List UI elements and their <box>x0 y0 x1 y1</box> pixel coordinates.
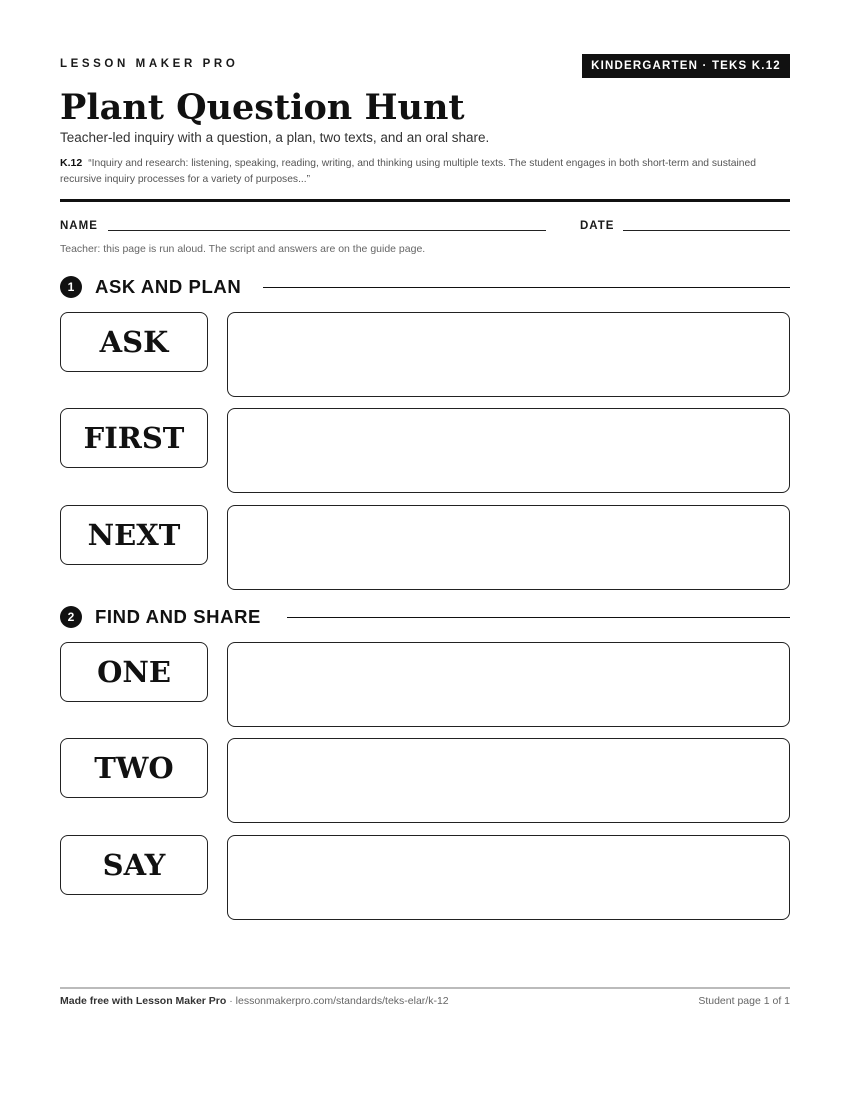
name-label: NAME <box>60 220 98 232</box>
row-label-next: NEXT <box>60 505 208 565</box>
row-label-first: FIRST <box>60 408 208 468</box>
section-number-badge: 1 <box>60 276 82 298</box>
name-line[interactable] <box>108 230 546 231</box>
section-title: ASK AND PLAN <box>95 276 242 297</box>
row-label-one: ONE <box>60 642 208 702</box>
page-title: Plant Question Hunt <box>60 87 465 128</box>
answer-box-say[interactable] <box>227 835 790 920</box>
section-number-badge: 2 <box>60 606 82 628</box>
section-rule <box>263 287 790 288</box>
footer-divider <box>60 987 790 989</box>
section-title: FIND AND SHARE <box>95 606 261 627</box>
date-label: DATE <box>580 220 615 232</box>
standard-code: K.12 <box>60 157 83 169</box>
section-header-ask-and-plan <box>60 274 790 300</box>
grade-standard-badge: KINDERGARTEN · TEKS K.12 <box>582 54 790 78</box>
footer-page-number: Student page 1 of 1 <box>698 995 790 1007</box>
footer-credit <box>60 995 449 1007</box>
row-label-say: SAY <box>60 835 208 895</box>
answer-box-one[interactable] <box>227 642 790 727</box>
answer-box-first[interactable] <box>227 408 790 493</box>
header-divider <box>60 199 790 202</box>
row-label-ask: ASK <box>60 312 208 372</box>
footer-url: · lessonmakerpro.com/standards/teks-elar/k-12 <box>226 995 449 1007</box>
answer-box-two[interactable] <box>227 738 790 823</box>
footer-made-with: Made free with Lesson Maker Pro <box>60 995 227 1007</box>
standard-description <box>60 156 790 187</box>
row-label-two: TWO <box>60 738 208 798</box>
standard-text: “Inquiry and research: listening, speaking, reading, writing, and thinking using multiple texts. The student engages in both short-term and sustained recursive inquiry processes for a variety of purposes...” <box>60 158 756 185</box>
page-subtitle: Teacher-led inquiry with a question, a plan, two texts, and an oral share. <box>60 130 490 145</box>
brand-name: LESSON MAKER PRO <box>60 58 239 70</box>
teacher-note: Teacher: this page is run aloud. The script and answers are on the guide page. <box>60 243 426 255</box>
section-header-find-and-share <box>60 604 790 630</box>
answer-box-ask[interactable] <box>227 312 790 397</box>
answer-box-next[interactable] <box>227 505 790 590</box>
date-line[interactable] <box>623 230 790 231</box>
section-rule <box>287 617 790 618</box>
